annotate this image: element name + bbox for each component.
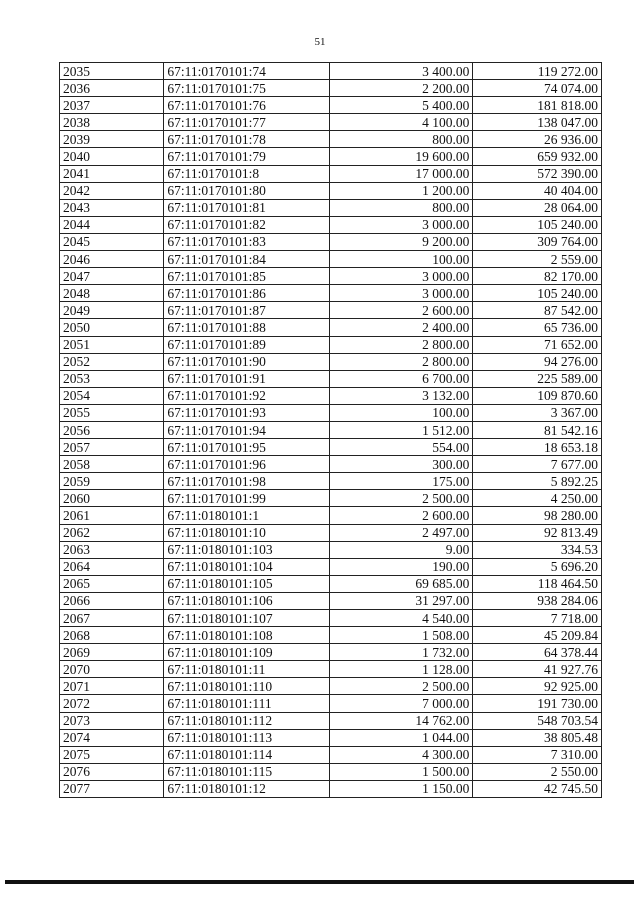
row-number-cell: 2062: [60, 524, 164, 541]
cadastral-value-cell: 548 703.54: [473, 712, 602, 729]
row-number-cell: 2053: [60, 370, 164, 387]
cadastral-value-cell: 92 925.00: [473, 678, 602, 695]
cadastral-number-cell: 67:11:0170101:88: [164, 319, 330, 336]
cadastral-number-cell: 67:11:0170101:96: [164, 456, 330, 473]
cadastral-number-cell: 67:11:0170101:8: [164, 165, 330, 182]
row-number-cell: 2054: [60, 387, 164, 404]
table-row: [60, 729, 602, 746]
cadastral-number-cell: 67:11:0170101:76: [164, 97, 330, 114]
row-number-cell: 2071: [60, 678, 164, 695]
cadastral-value-cell: 191 730.00: [473, 695, 602, 712]
cadastral-value-cell: 94 276.00: [473, 353, 602, 370]
table-row: [60, 610, 602, 627]
row-number-cell: 2049: [60, 302, 164, 319]
cadastral-value-cell: 938 284.06: [473, 592, 602, 609]
row-number-cell: 2075: [60, 746, 164, 763]
table-row: [60, 678, 602, 695]
cadastral-value-cell: 109 870.60: [473, 387, 602, 404]
table-row: [60, 661, 602, 678]
cadastral-value-cell: 118 464.50: [473, 575, 602, 592]
table-row: [60, 302, 602, 319]
table-row: [60, 251, 602, 268]
cadastral-value-cell: 64 378.44: [473, 644, 602, 661]
cadastral-number-cell: 67:11:0170101:89: [164, 336, 330, 353]
bottom-rule: [5, 880, 634, 884]
area-cell: 800.00: [330, 199, 473, 216]
row-number-cell: 2069: [60, 644, 164, 661]
area-cell: 800.00: [330, 131, 473, 148]
cadastral-value-cell: 65 736.00: [473, 319, 602, 336]
cadastral-number-cell: 67:11:0170101:87: [164, 302, 330, 319]
area-cell: 1 150.00: [330, 780, 473, 797]
row-number-cell: 2065: [60, 575, 164, 592]
cadastral-number-cell: 67:11:0180101:11: [164, 661, 330, 678]
area-cell: 2 497.00: [330, 524, 473, 541]
row-number-cell: 2070: [60, 661, 164, 678]
page-number: 51: [314, 36, 326, 48]
row-number-cell: 2039: [60, 131, 164, 148]
land-registry-table: [59, 62, 602, 798]
table-row: [60, 780, 602, 797]
row-number-cell: 2064: [60, 558, 164, 575]
table-row: [60, 473, 602, 490]
table-row: [60, 131, 602, 148]
area-cell: 1 732.00: [330, 644, 473, 661]
cadastral-number-cell: 67:11:0180101:10: [164, 524, 330, 541]
area-cell: 2 500.00: [330, 490, 473, 507]
row-number-cell: 2044: [60, 216, 164, 233]
cadastral-value-cell: 98 280.00: [473, 507, 602, 524]
table-row: [60, 644, 602, 661]
area-cell: 14 762.00: [330, 712, 473, 729]
cadastral-value-cell: 309 764.00: [473, 233, 602, 250]
table-row: [60, 695, 602, 712]
cadastral-number-cell: 67:11:0170101:91: [164, 370, 330, 387]
cadastral-number-cell: 67:11:0180101:113: [164, 729, 330, 746]
cadastral-number-cell: 67:11:0170101:84: [164, 251, 330, 268]
row-number-cell: 2038: [60, 114, 164, 131]
row-number-cell: 2076: [60, 763, 164, 780]
cadastral-number-cell: 67:11:0180101:112: [164, 712, 330, 729]
cadastral-number-cell: 67:11:0170101:99: [164, 490, 330, 507]
cadastral-value-cell: 38 805.48: [473, 729, 602, 746]
table-row: [60, 627, 602, 644]
cadastral-value-cell: 7 310.00: [473, 746, 602, 763]
table-row: [60, 353, 602, 370]
cadastral-value-cell: 71 652.00: [473, 336, 602, 353]
table-row: [60, 114, 602, 131]
cadastral-number-cell: 67:11:0170101:95: [164, 439, 330, 456]
area-cell: 3 400.00: [330, 63, 473, 80]
table-row: [60, 165, 602, 182]
area-cell: 1 512.00: [330, 421, 473, 438]
area-cell: 2 200.00: [330, 80, 473, 97]
row-number-cell: 2043: [60, 199, 164, 216]
table-row: [60, 456, 602, 473]
cadastral-number-cell: 67:11:0180101:110: [164, 678, 330, 695]
cadastral-value-cell: 82 170.00: [473, 268, 602, 285]
area-cell: 100.00: [330, 251, 473, 268]
table-row: [60, 199, 602, 216]
cadastral-number-cell: 67:11:0180101:12: [164, 780, 330, 797]
table-row: [60, 558, 602, 575]
table-row: [60, 421, 602, 438]
cadastral-value-cell: 7 718.00: [473, 610, 602, 627]
table-row: [60, 592, 602, 609]
cadastral-number-cell: 67:11:0170101:80: [164, 182, 330, 199]
cadastral-value-cell: 74 074.00: [473, 80, 602, 97]
registry-table-body: [60, 63, 602, 798]
cadastral-number-cell: 67:11:0170101:75: [164, 80, 330, 97]
table-row: [60, 575, 602, 592]
row-number-cell: 2036: [60, 80, 164, 97]
area-cell: 3 000.00: [330, 268, 473, 285]
cadastral-value-cell: 138 047.00: [473, 114, 602, 131]
cadastral-number-cell: 67:11:0170101:79: [164, 148, 330, 165]
row-number-cell: 2068: [60, 627, 164, 644]
table-row: [60, 63, 602, 80]
cadastral-value-cell: 26 936.00: [473, 131, 602, 148]
area-cell: 19 600.00: [330, 148, 473, 165]
area-cell: 1 044.00: [330, 729, 473, 746]
area-cell: 1 200.00: [330, 182, 473, 199]
area-cell: 300.00: [330, 456, 473, 473]
table-row: [60, 387, 602, 404]
row-number-cell: 2042: [60, 182, 164, 199]
cadastral-number-cell: 67:11:0170101:77: [164, 114, 330, 131]
area-cell: 190.00: [330, 558, 473, 575]
row-number-cell: 2057: [60, 439, 164, 456]
cadastral-value-cell: 28 064.00: [473, 199, 602, 216]
area-cell: 100.00: [330, 404, 473, 421]
area-cell: 9 200.00: [330, 233, 473, 250]
area-cell: 554.00: [330, 439, 473, 456]
row-number-cell: 2052: [60, 353, 164, 370]
cadastral-value-cell: 18 653.18: [473, 439, 602, 456]
area-cell: 7 000.00: [330, 695, 473, 712]
cadastral-value-cell: 181 818.00: [473, 97, 602, 114]
row-number-cell: 2035: [60, 63, 164, 80]
cadastral-value-cell: 2 559.00: [473, 251, 602, 268]
area-cell: 2 500.00: [330, 678, 473, 695]
cadastral-number-cell: 67:11:0180101:106: [164, 592, 330, 609]
cadastral-number-cell: 67:11:0170101:92: [164, 387, 330, 404]
area-cell: 9.00: [330, 541, 473, 558]
cadastral-value-cell: 659 932.00: [473, 148, 602, 165]
area-cell: 31 297.00: [330, 592, 473, 609]
row-number-cell: 2077: [60, 780, 164, 797]
cadastral-value-cell: 2 550.00: [473, 763, 602, 780]
cadastral-number-cell: 67:11:0180101:114: [164, 746, 330, 763]
table-row: [60, 216, 602, 233]
cadastral-value-cell: 81 542.16: [473, 421, 602, 438]
table-row: [60, 490, 602, 507]
cadastral-number-cell: 67:11:0180101:115: [164, 763, 330, 780]
area-cell: 2 800.00: [330, 336, 473, 353]
table-row: [60, 97, 602, 114]
row-number-cell: 2040: [60, 148, 164, 165]
table-row: [60, 285, 602, 302]
area-cell: 5 400.00: [330, 97, 473, 114]
cadastral-number-cell: 67:11:0170101:90: [164, 353, 330, 370]
table-row: [60, 233, 602, 250]
area-cell: 4 300.00: [330, 746, 473, 763]
cadastral-value-cell: 3 367.00: [473, 404, 602, 421]
row-number-cell: 2056: [60, 421, 164, 438]
cadastral-number-cell: 67:11:0170101:93: [164, 404, 330, 421]
cadastral-value-cell: 5 892.25: [473, 473, 602, 490]
cadastral-value-cell: 119 272.00: [473, 63, 602, 80]
cadastral-value-cell: 225 589.00: [473, 370, 602, 387]
table-row: [60, 439, 602, 456]
cadastral-value-cell: 334.53: [473, 541, 602, 558]
table-row: [60, 541, 602, 558]
cadastral-number-cell: 67:11:0170101:85: [164, 268, 330, 285]
area-cell: 2 600.00: [330, 302, 473, 319]
cadastral-value-cell: 105 240.00: [473, 216, 602, 233]
table-row: [60, 507, 602, 524]
row-number-cell: 2063: [60, 541, 164, 558]
row-number-cell: 2058: [60, 456, 164, 473]
table-row: [60, 80, 602, 97]
area-cell: 2 600.00: [330, 507, 473, 524]
row-number-cell: 2045: [60, 233, 164, 250]
cadastral-number-cell: 67:11:0170101:82: [164, 216, 330, 233]
cadastral-number-cell: 67:11:0170101:74: [164, 63, 330, 80]
cadastral-number-cell: 67:11:0180101:111: [164, 695, 330, 712]
row-number-cell: 2041: [60, 165, 164, 182]
cadastral-value-cell: 5 696.20: [473, 558, 602, 575]
cadastral-number-cell: 67:11:0170101:86: [164, 285, 330, 302]
table-row: [60, 336, 602, 353]
row-number-cell: 2066: [60, 592, 164, 609]
cadastral-value-cell: 7 677.00: [473, 456, 602, 473]
area-cell: 2 400.00: [330, 319, 473, 336]
table-row: [60, 268, 602, 285]
cadastral-value-cell: 92 813.49: [473, 524, 602, 541]
table-row: [60, 763, 602, 780]
row-number-cell: 2047: [60, 268, 164, 285]
table-row: [60, 148, 602, 165]
cadastral-value-cell: 40 404.00: [473, 182, 602, 199]
area-cell: 1 508.00: [330, 627, 473, 644]
area-cell: 4 540.00: [330, 610, 473, 627]
row-number-cell: 2048: [60, 285, 164, 302]
table-row: [60, 712, 602, 729]
cadastral-number-cell: 67:11:0180101:104: [164, 558, 330, 575]
row-number-cell: 2067: [60, 610, 164, 627]
table-row: [60, 404, 602, 421]
cadastral-number-cell: 67:11:0170101:83: [164, 233, 330, 250]
area-cell: 1 128.00: [330, 661, 473, 678]
cadastral-number-cell: 67:11:0180101:105: [164, 575, 330, 592]
area-cell: 69 685.00: [330, 575, 473, 592]
cadastral-number-cell: 67:11:0180101:107: [164, 610, 330, 627]
cadastral-value-cell: 105 240.00: [473, 285, 602, 302]
cadastral-number-cell: 67:11:0170101:94: [164, 421, 330, 438]
table-row: [60, 182, 602, 199]
row-number-cell: 2046: [60, 251, 164, 268]
row-number-cell: 2074: [60, 729, 164, 746]
cadastral-number-cell: 67:11:0170101:78: [164, 131, 330, 148]
area-cell: 175.00: [330, 473, 473, 490]
row-number-cell: 2072: [60, 695, 164, 712]
cadastral-value-cell: 42 745.50: [473, 780, 602, 797]
area-cell: 17 000.00: [330, 165, 473, 182]
row-number-cell: 2073: [60, 712, 164, 729]
area-cell: 3 132.00: [330, 387, 473, 404]
table-row: [60, 370, 602, 387]
area-cell: 1 500.00: [330, 763, 473, 780]
cadastral-number-cell: 67:11:0180101:103: [164, 541, 330, 558]
area-cell: 2 800.00: [330, 353, 473, 370]
cadastral-number-cell: 67:11:0170101:98: [164, 473, 330, 490]
cadastral-value-cell: 87 542.00: [473, 302, 602, 319]
row-number-cell: 2055: [60, 404, 164, 421]
table-row: [60, 524, 602, 541]
cadastral-value-cell: 45 209.84: [473, 627, 602, 644]
cadastral-number-cell: 67:11:0170101:81: [164, 199, 330, 216]
area-cell: 6 700.00: [330, 370, 473, 387]
area-cell: 3 000.00: [330, 285, 473, 302]
row-number-cell: 2051: [60, 336, 164, 353]
cadastral-number-cell: 67:11:0180101:108: [164, 627, 330, 644]
row-number-cell: 2059: [60, 473, 164, 490]
cadastral-value-cell: 41 927.76: [473, 661, 602, 678]
area-cell: 3 000.00: [330, 216, 473, 233]
area-cell: 4 100.00: [330, 114, 473, 131]
cadastral-number-cell: 67:11:0180101:1: [164, 507, 330, 524]
row-number-cell: 2050: [60, 319, 164, 336]
row-number-cell: 2061: [60, 507, 164, 524]
row-number-cell: 2060: [60, 490, 164, 507]
table-row: [60, 746, 602, 763]
cadastral-number-cell: 67:11:0180101:109: [164, 644, 330, 661]
table-row: [60, 319, 602, 336]
row-number-cell: 2037: [60, 97, 164, 114]
cadastral-value-cell: 572 390.00: [473, 165, 602, 182]
cadastral-value-cell: 4 250.00: [473, 490, 602, 507]
